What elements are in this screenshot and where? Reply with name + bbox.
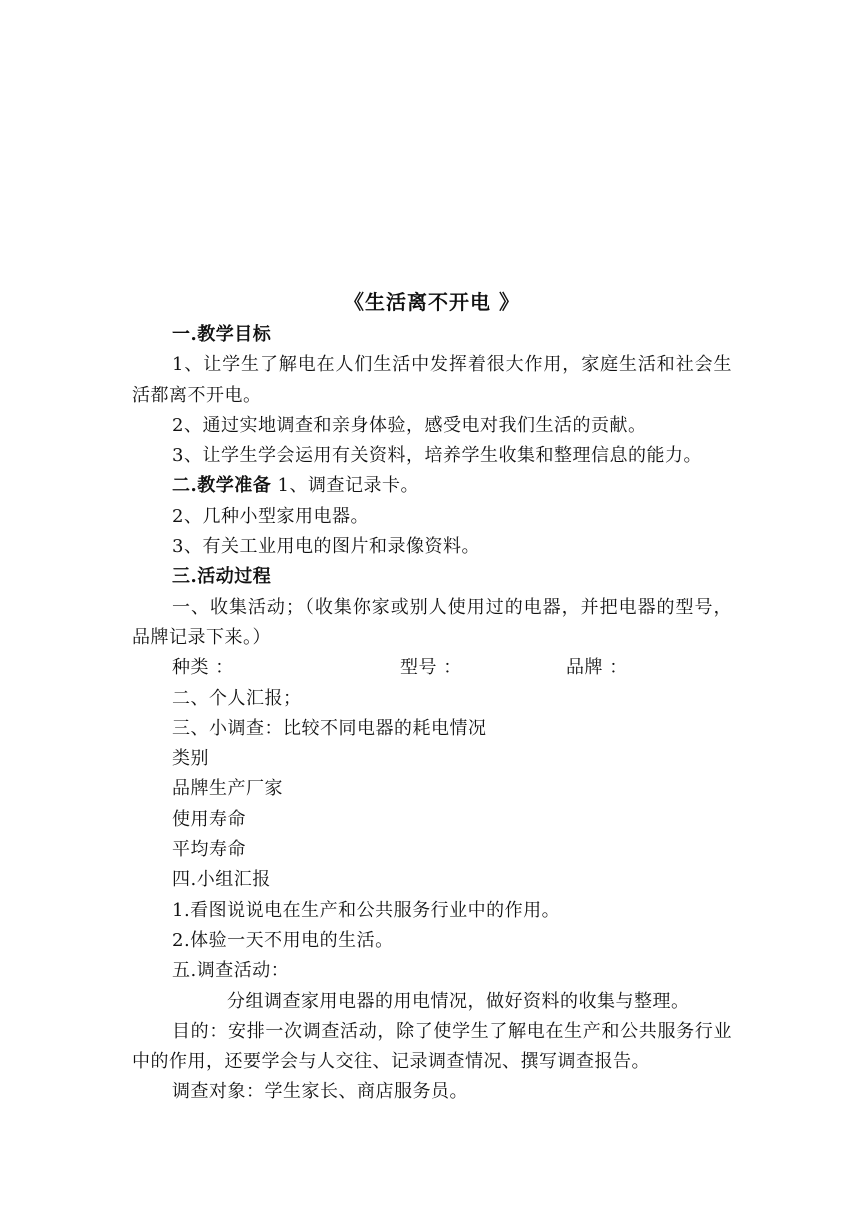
field-type-label: 种类 ： — [172, 657, 234, 679]
survey-item-lifespan: 使用寿命 — [172, 808, 246, 830]
objective-item-1: 1、让学生了解电在人们生活中发挥着很大作用，家庭生活和社会生活都离不开电。 — [132, 354, 732, 406]
collect-activity: 一、收集活动；（收集你家或别人使用过的电器，并把电器的型号，品牌记录下来。） — [132, 596, 732, 648]
investigation-targets: 调查对象：学生家长、商店服务员。 — [172, 1081, 468, 1103]
investigation-description: 分组调查家用电器的用电情况，做好资料的收集与整理。 — [227, 990, 690, 1012]
record-fields-row — [132, 653, 732, 683]
group-report-item-1: 1.看图说说电在生产和公共服务行业中的作用。 — [172, 899, 561, 921]
document-page — [132, 284, 732, 1108]
objective-item-3: 3、让学生学会运用有关资料，培养学生收集和整理信息的能力。 — [172, 445, 702, 467]
group-report-item-2: 2.体验一天不用电的生活。 — [172, 929, 394, 951]
small-survey: 三、小调查：比较不同电器的耗电情况 — [172, 717, 487, 739]
field-brand-label: 品牌 ： — [566, 657, 628, 679]
section-heading-process: 三.活动过程 — [172, 566, 272, 588]
group-report-heading: 四.小组汇报 — [172, 869, 271, 891]
preparation-item-2: 2、几种小型家用电器。 — [172, 505, 369, 527]
survey-item-average-lifespan: 平均寿命 — [172, 839, 246, 861]
investigation-heading: 五.调查活动： — [172, 960, 290, 982]
preparation-item-3: 3、有关工业用电的图片和录像资料。 — [172, 536, 480, 558]
section-heading-preparation: 二.教学准备 — [172, 475, 272, 497]
preparation-item-1: 1、调查记录卡。 — [271, 475, 419, 497]
section-heading-objectives: 一.教学目标 — [172, 324, 272, 345]
objective-item-2: 2、通过实地调查和亲身体验，感受电对我们生活的贡献。 — [172, 414, 647, 436]
field-model-label: 型号 ： — [400, 657, 462, 679]
survey-item-manufacturer: 品牌生产厂家 — [172, 778, 283, 800]
investigation-purpose: 目的：安排一次调查活动，除了使学生了解电在生产和公共服务行业中的作用，还要学会与人交往、记录调查情况、撰写调查报告。 — [132, 1020, 732, 1073]
survey-item-category: 类别 — [172, 748, 209, 770]
preparation-row — [132, 471, 732, 501]
document-title: 《生活离不开电 》 — [344, 290, 520, 314]
personal-report: 二、个人汇报； — [172, 687, 302, 709]
